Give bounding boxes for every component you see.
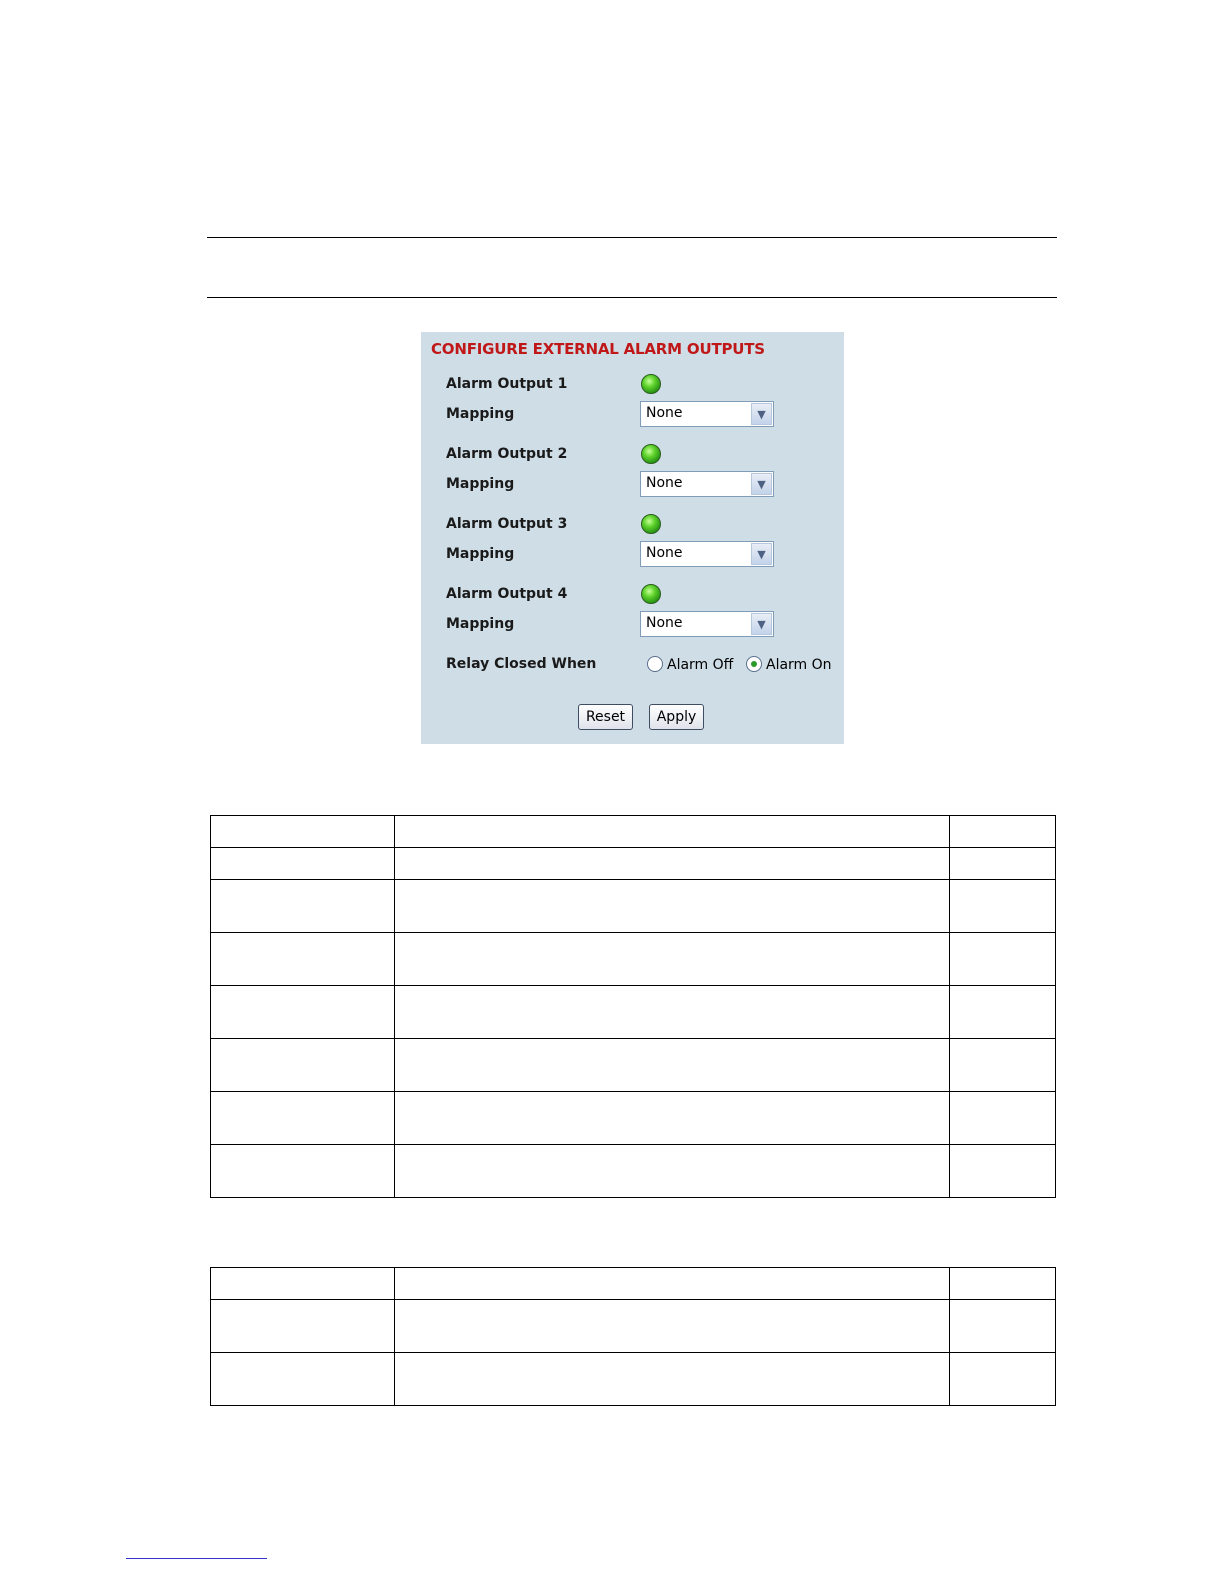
alarm-on-radio[interactable] — [746, 656, 762, 672]
alarm-output-3-label: Alarm Output 3 — [446, 516, 568, 532]
reset-button[interactable]: Reset — [578, 704, 633, 730]
mapping-3-value: None — [646, 545, 683, 561]
alarm-output-2-label: Alarm Output 2 — [446, 446, 568, 462]
parameters-table-1 — [210, 815, 1056, 1198]
alarm-output-2-status-led-icon — [641, 444, 661, 464]
alarm-off-label: Alarm Off — [667, 657, 734, 673]
parameters-table-2 — [210, 1267, 1056, 1406]
chevron-down-icon[interactable]: ▼ — [751, 543, 772, 565]
footer-link-underline — [126, 1558, 267, 1559]
mapping-3-select[interactable] — [640, 541, 774, 567]
table-row — [211, 986, 1056, 1039]
table-row — [211, 1092, 1056, 1145]
mapping-2-select[interactable] — [640, 471, 774, 497]
table-row — [211, 1039, 1056, 1092]
table-row — [211, 1353, 1056, 1406]
mapping-1-label: Mapping — [446, 406, 515, 422]
configure-alarm-outputs-panel — [421, 332, 844, 744]
mapping-1-value: None — [646, 405, 683, 421]
chevron-down-icon[interactable]: ▼ — [751, 473, 772, 495]
top-rule — [207, 237, 1057, 238]
alarm-off-radio[interactable] — [647, 656, 663, 672]
table-row — [211, 816, 1056, 848]
mapping-4-value: None — [646, 615, 683, 631]
chevron-down-icon[interactable]: ▼ — [751, 403, 772, 425]
mapping-2-label: Mapping — [446, 476, 515, 492]
mapping-2-value: None — [646, 475, 683, 491]
alarm-on-label: Alarm On — [766, 657, 832, 673]
radio-selected-dot — [751, 661, 757, 667]
apply-button[interactable]: Apply — [649, 704, 704, 730]
table-row — [211, 933, 1056, 986]
table-row — [211, 1268, 1056, 1300]
alarm-output-1-label: Alarm Output 1 — [446, 376, 568, 392]
alarm-output-4-label: Alarm Output 4 — [446, 586, 568, 602]
table-row — [211, 880, 1056, 933]
mapping-4-select[interactable] — [640, 611, 774, 637]
table-row — [211, 1145, 1056, 1198]
alarm-output-1-status-led-icon — [641, 374, 661, 394]
chevron-down-icon[interactable]: ▼ — [751, 613, 772, 635]
bottom-rule — [207, 297, 1057, 298]
table-row — [211, 848, 1056, 880]
mapping-1-select[interactable] — [640, 401, 774, 427]
alarm-output-4-status-led-icon — [641, 584, 661, 604]
table-row — [211, 1300, 1056, 1353]
alarm-output-3-status-led-icon — [641, 514, 661, 534]
relay-closed-when-label: Relay Closed When — [446, 656, 597, 672]
mapping-4-label: Mapping — [446, 616, 515, 632]
panel-title: CONFIGURE EXTERNAL ALARM OUTPUTS — [431, 340, 765, 358]
mapping-3-label: Mapping — [446, 546, 515, 562]
